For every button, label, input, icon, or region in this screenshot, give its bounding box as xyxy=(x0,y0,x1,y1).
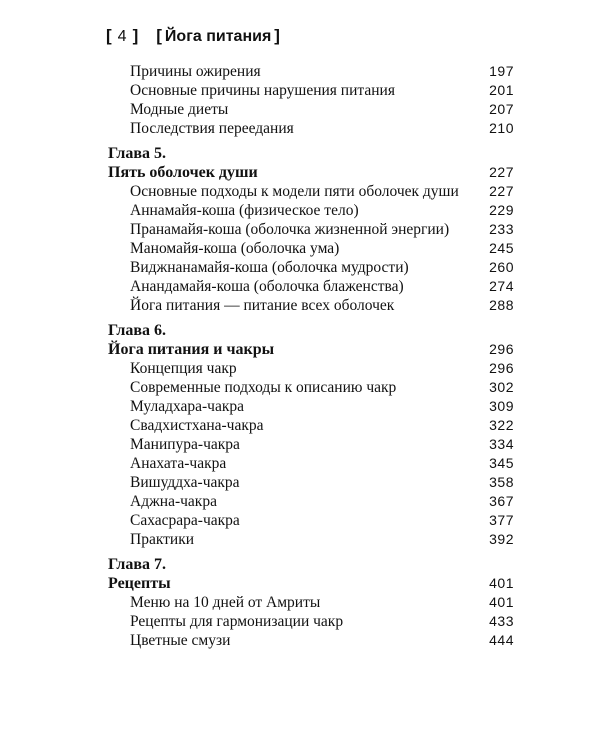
toc-entry-page: 345 xyxy=(489,455,514,471)
toc-entry-label: Причины ожирения xyxy=(130,63,261,80)
toc-entry-label: Практики xyxy=(130,531,195,548)
toc-entry[interactable] xyxy=(108,492,514,511)
toc-entry-page: 245 xyxy=(489,240,514,256)
chapter-5-title-row[interactable] xyxy=(108,163,514,182)
toc-entry-label: Маномайя-коша (оболочка ума) xyxy=(130,240,340,257)
toc-entry-label: Анандамайя-коша (оболочка блаженства) xyxy=(130,278,404,295)
book-title-bracket-open: [ xyxy=(156,26,162,45)
toc-entry-label: Муладхара-чакра xyxy=(130,398,245,415)
toc-entry-label: Меню на 10 дней от Амриты xyxy=(130,594,321,611)
toc-entry-label: Анахата-чакра xyxy=(130,455,227,472)
chapter-title: Рецепты xyxy=(108,575,171,592)
toc-entry[interactable] xyxy=(108,435,514,454)
toc-entry[interactable] xyxy=(108,220,514,239)
toc-entry-label: Манипура-чакра xyxy=(130,436,240,453)
toc-entry[interactable] xyxy=(108,416,514,435)
toc-entry-label: Свадхистхана-чакра xyxy=(130,417,264,434)
toc-entry-page: 367 xyxy=(489,493,514,509)
book-title: Йога питания xyxy=(164,28,272,45)
toc-entry-page: 322 xyxy=(489,417,514,433)
toc-entry[interactable] xyxy=(108,593,514,612)
toc-entry[interactable] xyxy=(108,201,514,220)
toc-entry-page: 229 xyxy=(489,202,514,218)
toc-entry[interactable] xyxy=(108,100,514,119)
toc-entry[interactable] xyxy=(108,81,514,100)
toc-entry-page: 227 xyxy=(489,183,514,199)
page-number: 4 xyxy=(117,28,127,45)
toc-entry[interactable] xyxy=(108,378,514,397)
toc-entry-label: Йога питания — питание всех оболочек xyxy=(130,297,395,314)
toc-entry[interactable] xyxy=(108,277,514,296)
running-header xyxy=(106,26,280,47)
toc-entry[interactable] xyxy=(108,530,514,549)
toc-entry[interactable] xyxy=(108,631,514,650)
toc-entry-label: Модные диеты xyxy=(130,101,229,118)
toc-entry[interactable] xyxy=(108,612,514,631)
toc-entry-label: Цветные смузи xyxy=(130,632,231,649)
toc-entry-label: Основные подходы к модели пяти оболочек души xyxy=(130,183,459,200)
toc-entry-page: 296 xyxy=(489,360,514,376)
toc-entry-label: Современные подходы к описанию чакр xyxy=(130,379,397,396)
toc-entry[interactable] xyxy=(108,454,514,473)
toc-entry[interactable] xyxy=(108,182,514,201)
toc-entry-page: 210 xyxy=(489,120,514,136)
toc-entry-page: 207 xyxy=(489,101,514,117)
toc-entry-label: Основные причины нарушения питания xyxy=(130,82,395,99)
chapter-7-number: Глава 7. xyxy=(108,556,166,573)
toc-entry-page: 334 xyxy=(489,436,514,452)
book-title-bracket-close: ] xyxy=(274,26,280,45)
toc-entry-page: 288 xyxy=(489,297,514,313)
toc-entry-label: Рецепты для гармонизации чакр xyxy=(130,613,344,630)
toc-entry-label: Сахасрара-чакра xyxy=(130,512,240,529)
chapter-page: 296 xyxy=(489,341,514,357)
toc-entry-page: 444 xyxy=(489,632,514,648)
chapter-page: 401 xyxy=(489,575,514,591)
toc-entry-label: Концепция чакр xyxy=(130,360,237,377)
toc-entry-page: 274 xyxy=(489,278,514,294)
toc-entry[interactable] xyxy=(108,62,514,81)
toc-entry[interactable] xyxy=(108,258,514,277)
chapter-7-title-row[interactable] xyxy=(108,574,514,593)
chapter-5-number: Глава 5. xyxy=(108,145,166,162)
toc-entry-page: 233 xyxy=(489,221,514,237)
table-of-contents xyxy=(108,62,514,650)
toc-entry-page: 201 xyxy=(489,82,514,98)
toc-entry-page: 377 xyxy=(489,512,514,528)
toc-entry-label: Виджнанамайя-коша (оболочка мудрости) xyxy=(130,259,409,276)
toc-entry-page: 392 xyxy=(489,531,514,547)
toc-entry[interactable] xyxy=(108,119,514,138)
toc-entry-page: 433 xyxy=(489,613,514,629)
chapter-6-number: Глава 6. xyxy=(108,322,166,339)
chapter-title: Йога питания и чакры xyxy=(108,341,275,358)
toc-entry-label: Аджна-чакра xyxy=(130,493,217,510)
toc-entry-page: 197 xyxy=(489,63,514,79)
toc-entry[interactable] xyxy=(108,359,514,378)
toc-entry[interactable] xyxy=(108,473,514,492)
toc-entry-page: 358 xyxy=(489,474,514,490)
toc-entry[interactable] xyxy=(108,397,514,416)
page-number-bracket-close: ] xyxy=(132,26,139,45)
chapter-title: Пять оболочек души xyxy=(108,164,258,181)
toc-entry-page: 302 xyxy=(489,379,514,395)
toc-entry-page: 401 xyxy=(489,594,514,610)
page-number-bracket-open: [ xyxy=(106,26,112,45)
toc-entry[interactable] xyxy=(108,511,514,530)
chapter-6-title-row[interactable] xyxy=(108,340,514,359)
toc-entry[interactable] xyxy=(108,239,514,258)
toc-entry-label: Вишуддха-чакра xyxy=(130,474,240,491)
toc-entry-label: Пранамайя-коша (оболочка жизненной энергии) xyxy=(130,221,450,238)
toc-entry-label: Аннамайя-коша (физическое тело) xyxy=(130,202,359,219)
chapter-page: 227 xyxy=(489,164,514,180)
toc-entry[interactable] xyxy=(108,296,514,315)
toc-entry-label: Последствия переедания xyxy=(130,120,294,137)
toc-entry-page: 260 xyxy=(489,259,514,275)
toc-entry-page: 309 xyxy=(489,398,514,414)
